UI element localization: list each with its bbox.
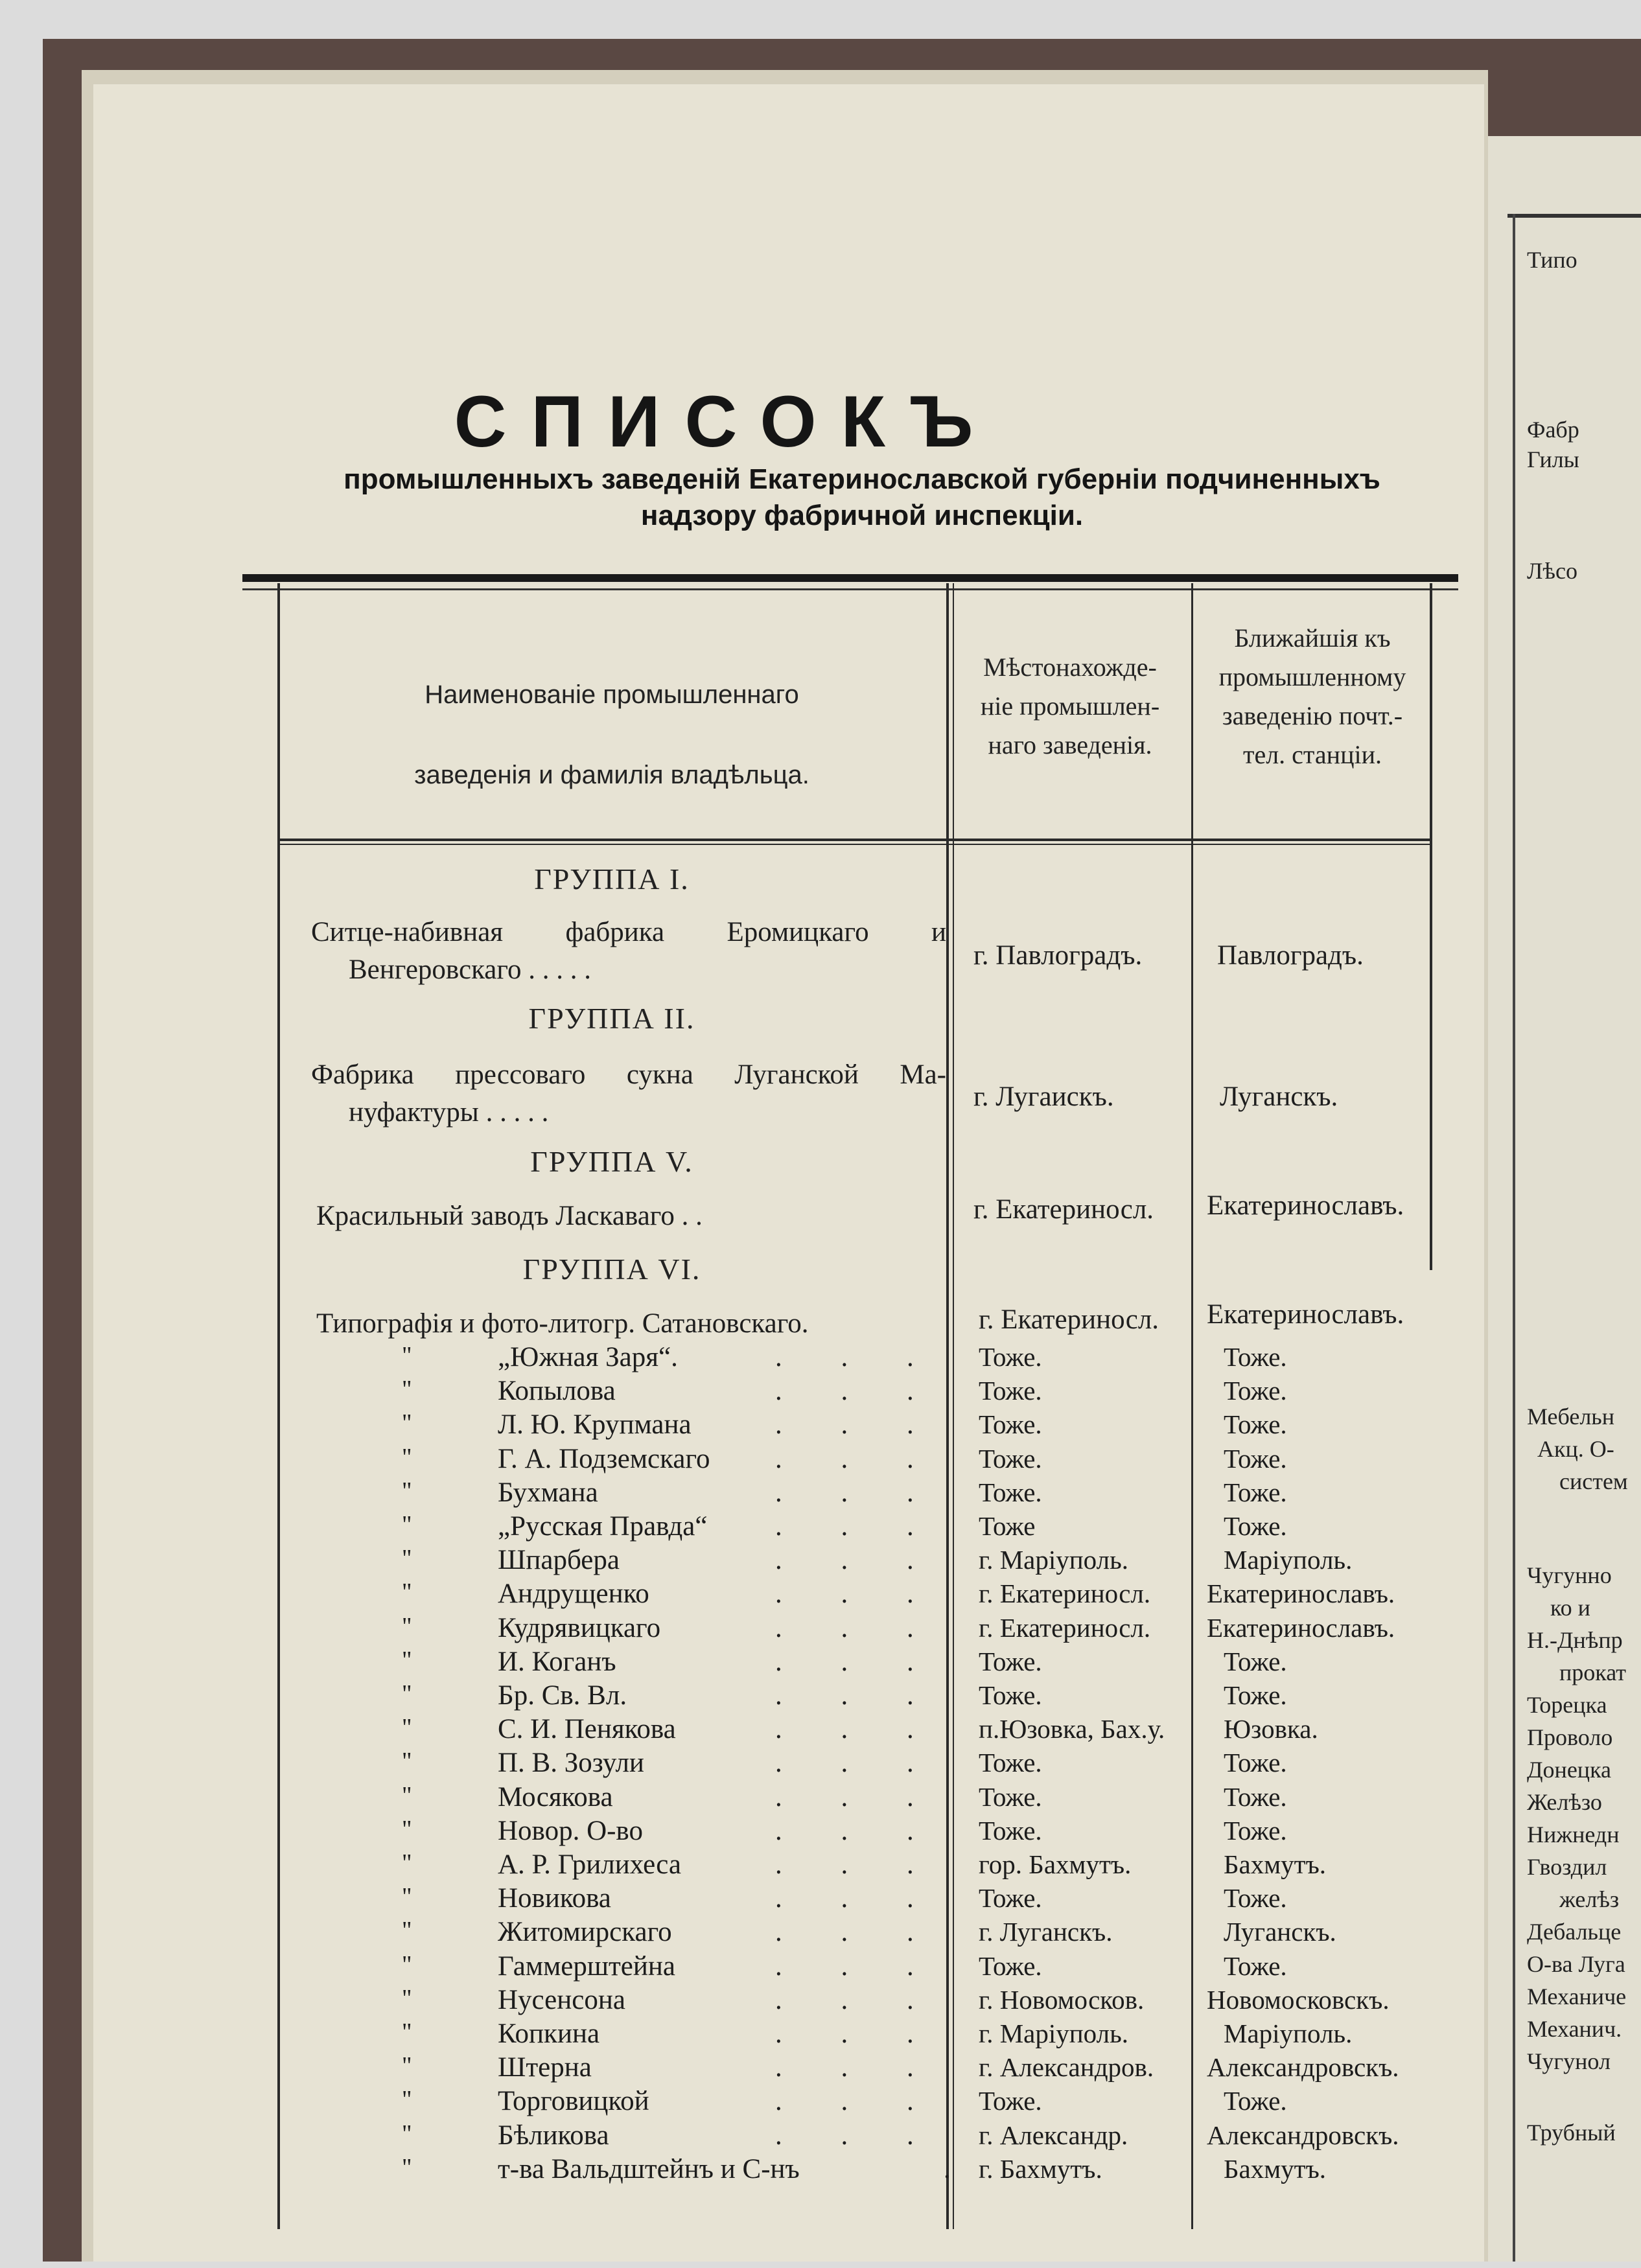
entry-location: г. Марiуполь.	[979, 1545, 1129, 1575]
header-text: нiе промышлен-	[980, 691, 1160, 721]
right-page-text: О-ва Луга	[1527, 1951, 1625, 1977]
entry-owner: Торговицкой	[498, 2086, 649, 2117]
right-page-text: систем	[1559, 1468, 1628, 1494]
entry-location: п.Юзовка, Бах.у.	[979, 1714, 1165, 1744]
right-page-text: Чугунно	[1527, 1562, 1612, 1588]
leader-dots: . . .	[775, 1511, 940, 1542]
table-row	[0, 1849, 1641, 1882]
entry-owner: Новор. О-во	[498, 1815, 643, 1846]
entry-owner: Бр. Св. Вл.	[498, 1680, 627, 1711]
right-page-text: Гилы	[1527, 446, 1579, 472]
entry-owner: „Русская Правда“	[498, 1511, 708, 1542]
entry-location: г. Екатериносл.	[979, 1612, 1151, 1643]
table-row	[0, 1680, 1641, 1713]
ditto-mark: "	[402, 1917, 412, 1945]
document-subtitle	[279, 461, 1445, 534]
entry-location: Тоже.	[979, 1646, 1042, 1676]
entry-location: г. Александр.	[979, 2120, 1128, 2150]
group-heading: ГРУППА I.	[534, 862, 690, 896]
entry-post-station: Луганскъ.	[1224, 1917, 1336, 1947]
entry-location: Тоже.	[979, 1342, 1042, 1372]
entry-location: г. Марiуполь.	[979, 2019, 1129, 2048]
entry-post-station: Тоже.	[1224, 2086, 1287, 2116]
header-text: Наименованiе промышленнаго	[425, 680, 799, 709]
entry-owner: Андрущенко	[498, 1579, 649, 1610]
entry-location: г. Екатериносл.	[979, 1579, 1151, 1609]
table-row	[0, 1341, 1641, 1375]
entry-owner: П. В. Зозули	[498, 1748, 644, 1779]
group-heading: ГРУППА II.	[528, 1002, 695, 1035]
entry-owner: Бухмана	[498, 1477, 598, 1508]
entry-location: г. Екатериносл.	[973, 1194, 1154, 1225]
right-page-text: Гвоздил	[1527, 1854, 1607, 1880]
ditto-mark: "	[402, 1950, 412, 1978]
entry-location: Тоже.	[979, 1680, 1042, 1710]
ditto-mark: "	[402, 1409, 412, 1437]
entry-line: Фабрика прессоваго сукна Луганской Ма-	[311, 1059, 946, 1090]
entry-location: г. Екатериносл.	[979, 1304, 1159, 1335]
header-text: Мѣстонахожде-	[983, 653, 1157, 682]
ditto-mark: "	[402, 1680, 412, 1707]
entry-location: Тоже.	[979, 1443, 1042, 1474]
entry-location: г. Александров.	[979, 2052, 1154, 2083]
entry-location: Тоже.	[979, 1477, 1042, 1507]
entry-line: нуфактуры . . . . .	[349, 1097, 549, 1128]
ditto-mark: "	[402, 1984, 412, 2012]
header-text: наго заведенiя.	[988, 730, 1152, 759]
table-row	[0, 1882, 1641, 1916]
entry-owner: Копкина	[498, 2019, 600, 2049]
leader-dots: . . .	[775, 1950, 940, 1982]
header-text: Ближайшiя къ	[1234, 623, 1391, 653]
entry-location: г. Луганскъ.	[979, 1917, 1113, 1947]
leader-dots: . . .	[775, 1579, 940, 1610]
right-page-text: Механиче	[1527, 1984, 1627, 2009]
table-row	[0, 1916, 1641, 1950]
leader-dots: . . .	[775, 1680, 940, 1711]
leader-dots: . . .	[775, 2120, 940, 2151]
entry-post-station: Юзовка.	[1224, 1714, 1318, 1744]
entry-post-station: Бахмутъ.	[1224, 2153, 1327, 2184]
ditto-mark: "	[402, 1748, 412, 1776]
entry-location: г. Павлоградъ.	[973, 940, 1143, 971]
entry-post-station: Тоже.	[1224, 1443, 1287, 1474]
entry-location: Тоже.	[979, 1748, 1042, 1778]
header-text: заведенiя и фамилiя владѣльца.	[414, 761, 809, 789]
entry-line: Венгеровскаго . . . . .	[349, 955, 591, 985]
entry-owner: Г. А. Подземскаго	[498, 1443, 710, 1474]
entry-owner: Шпарбера	[498, 1545, 620, 1576]
leader-dots: . . .	[775, 1984, 940, 2015]
leader-dots: .	[944, 2153, 977, 2184]
leader-dots: . . .	[775, 2086, 940, 2117]
right-page-text: Механич.	[1527, 2016, 1622, 2042]
table-row	[0, 1443, 1641, 1477]
subtitle-line: промышленныхъ заведенiй Екатеринославской губернiи подчиненныхъ	[343, 463, 1380, 495]
title-rule	[242, 574, 1458, 582]
ditto-mark: "	[402, 1781, 412, 1809]
entry-location: г. Лугаискъ.	[973, 1082, 1114, 1112]
header-rule	[277, 839, 1432, 841]
table-row	[0, 2153, 1641, 2187]
entry-owner: Бѣликова	[498, 2120, 609, 2151]
entry-post-station: Екатеринославъ.	[1207, 1190, 1404, 1221]
header-text: заведенiю почт.-	[1222, 701, 1403, 730]
leader-dots: . . .	[775, 1883, 940, 1914]
ditto-mark: "	[402, 1376, 412, 1404]
entry-name	[311, 914, 946, 989]
right-page-text: Проволо	[1527, 1724, 1613, 1750]
entry-name: Красильный заводъ Ласкаваго . .	[316, 1201, 703, 1231]
ditto-mark: "	[402, 2019, 412, 2046]
entry-owner: С. И. Пенякова	[498, 1714, 676, 1745]
entry-post-station: Тоже.	[1224, 1748, 1287, 1778]
leader-dots: . . .	[775, 1748, 940, 1779]
right-page-rule	[1507, 214, 1641, 218]
entry-owner: Мосякова	[498, 1781, 613, 1812]
entry-owner: А. Р. Грилихеса	[498, 1849, 682, 1880]
ditto-mark: "	[402, 1815, 412, 1843]
leader-dots: . . .	[775, 2019, 940, 2049]
entry-location: г. Новомосков.	[979, 1984, 1145, 2015]
header-location-column	[950, 648, 1190, 765]
entry-post-station: Александровскъ.	[1207, 2052, 1399, 2083]
leader-dots: . . .	[775, 1612, 940, 1643]
entry-owner: Новикова	[498, 1883, 611, 1914]
table-row	[0, 2018, 1641, 2052]
entry-name	[311, 1056, 946, 1131]
table-row	[0, 1646, 1641, 1680]
right-page-text: Акц. О-	[1537, 1436, 1614, 1462]
leader-dots: . . .	[775, 1545, 940, 1576]
entry-post-station: Екатеринославъ.	[1207, 1579, 1395, 1609]
ditto-mark: "	[402, 1443, 412, 1471]
right-page-text: Трубный	[1527, 2120, 1616, 2146]
table-row	[0, 1781, 1641, 1815]
leader-dots: . . .	[775, 1849, 940, 1880]
entry-owner: Штерна	[498, 2052, 592, 2083]
ditto-mark: "	[402, 1579, 412, 1606]
ditto-mark: "	[402, 2086, 412, 2114]
entry-location: Тоже	[979, 1511, 1036, 1541]
entry-post-station: Тоже.	[1224, 1511, 1287, 1541]
entry-owner: И. Коганъ	[498, 1646, 616, 1677]
leader-dots: . . .	[775, 1477, 940, 1508]
header-text: промышленному	[1218, 662, 1406, 691]
right-page-text: Фабр	[1527, 417, 1579, 443]
table-row	[0, 1713, 1641, 1747]
right-page-text: Чугунол	[1527, 2048, 1611, 2074]
right-page-text: Донецка	[1527, 1757, 1611, 1783]
right-page-text: Дебальце	[1527, 1919, 1622, 1945]
leader-dots: . . .	[775, 1781, 940, 1812]
entry-post-station: Бахмутъ.	[1224, 1849, 1327, 1879]
leader-dots: . . .	[775, 1443, 940, 1474]
ditto-mark: "	[402, 1511, 412, 1538]
right-page-text: Типо	[1527, 247, 1577, 273]
ditto-mark: "	[402, 1849, 412, 1877]
entry-post-station: Марiуполь.	[1224, 1545, 1353, 1575]
entry-post-station: Тоже.	[1224, 1376, 1287, 1406]
table-row	[0, 1477, 1641, 1510]
entry-owner: Кудрявицкаго	[498, 1612, 661, 1643]
entry-owner: Нусенсона	[498, 1984, 625, 2015]
leader-dots: . . .	[775, 1646, 940, 1677]
entry-location: Тоже.	[979, 1950, 1042, 1981]
entry-owner: Гаммерштейна	[498, 1950, 675, 1982]
entry-post-station: Тоже.	[1224, 1950, 1287, 1981]
entry-post-station: Тоже.	[1224, 1883, 1287, 1914]
table-row	[0, 1409, 1641, 1442]
entry-post-station: Тоже.	[1224, 1477, 1287, 1507]
entry-location: Тоже.	[979, 1781, 1042, 1812]
entry-post-station: Тоже.	[1224, 1781, 1287, 1812]
entry-owner: Копылова	[498, 1376, 616, 1407]
entry-name: Типографiя и фото-литогр. Сатановскаго.	[316, 1308, 809, 1339]
entry-location: Тоже.	[979, 1815, 1042, 1846]
ditto-mark: "	[402, 1714, 412, 1742]
table-row	[0, 1612, 1641, 1646]
right-page-text: прокат	[1559, 1660, 1626, 1685]
entry-location: Тоже.	[979, 2086, 1042, 2116]
leader-dots: . . .	[775, 1342, 940, 1372]
right-page-text: Торецка	[1527, 1692, 1607, 1718]
leader-dots: . . .	[775, 1714, 940, 1745]
right-page-text: Лѣсо	[1527, 558, 1577, 584]
ditto-mark: "	[402, 1883, 412, 1911]
leader-dots: . . .	[775, 1409, 940, 1441]
leader-dots: . . .	[775, 1917, 940, 1948]
leader-dots: . . .	[775, 2052, 940, 2083]
ditto-mark: "	[402, 1612, 412, 1640]
entry-post-station: Александровскъ.	[1207, 2120, 1399, 2150]
group-heading: ГРУППА VI.	[522, 1253, 701, 1286]
ditto-mark: "	[402, 2052, 412, 2080]
entry-post-station: Новомосковскъ.	[1207, 1984, 1390, 2015]
leader-dots: . . .	[775, 1376, 940, 1407]
right-page-text: Мебельн	[1527, 1404, 1614, 1429]
ditto-mark: "	[402, 1477, 412, 1505]
entry-post-station: Екатеринославъ.	[1207, 1299, 1404, 1330]
header-name-column	[277, 654, 946, 815]
right-page-text: желѣз	[1559, 1886, 1620, 1912]
entry-location: Тоже.	[979, 1883, 1042, 1914]
entry-location: Тоже.	[979, 1376, 1042, 1406]
header-post-column	[1193, 619, 1432, 774]
entry-post-station: Тоже.	[1224, 1646, 1287, 1676]
table-row	[0, 1984, 1641, 2018]
group-heading: ГРУППА V.	[530, 1145, 693, 1178]
table-row	[0, 1375, 1641, 1409]
table-row	[0, 1578, 1641, 1612]
leader-dots: . . .	[775, 1815, 940, 1846]
entry-post-station: Марiуполь.	[1224, 2019, 1353, 2048]
entry-post-station: Тоже.	[1224, 1680, 1287, 1710]
right-page-text: Нижнедн	[1527, 1822, 1620, 1847]
ditto-mark: "	[402, 2120, 412, 2147]
ditto-mark: "	[402, 2153, 412, 2181]
ditto-mark: "	[402, 1646, 412, 1674]
entry-owner: Л. Ю. Крупмана	[498, 1409, 692, 1441]
right-page-text: Желѣзо	[1527, 1789, 1602, 1815]
entry-owner: „Южная Заря“.	[498, 1342, 678, 1372]
table-row	[0, 1544, 1641, 1578]
subtitle-line: надзору фабричной инспекцiи.	[640, 500, 1084, 531]
table-row	[0, 2052, 1641, 2085]
ditto-mark: "	[402, 1545, 412, 1573]
header-text: тел. станцiи.	[1242, 740, 1382, 769]
ditto-mark: "	[402, 1342, 412, 1369]
entry-line: Ситце-набивная фабрика Еромицкаго и	[311, 917, 946, 947]
table-row	[0, 2120, 1641, 2153]
entry-post-station: Тоже.	[1224, 1342, 1287, 1372]
title-rule-thin	[242, 588, 1458, 590]
entry-post-station: Тоже.	[1224, 1815, 1287, 1846]
table-row	[0, 1950, 1641, 1984]
entry-location: г. Бахмутъ.	[979, 2153, 1102, 2184]
table-row	[0, 1747, 1641, 1781]
entry-owner: Житомирскаго	[498, 1917, 672, 1948]
table-row	[0, 1815, 1641, 1849]
entry-post-station: Тоже.	[1224, 1409, 1287, 1440]
table-row	[0, 2085, 1641, 2119]
right-page-text: ко и	[1550, 1595, 1590, 1621]
entry-post-station: Луганскъ.	[1220, 1082, 1338, 1112]
entry-owner: т-ва Вальдштейнъ и С-нъ	[498, 2153, 800, 2184]
entry-post-station: Павлоградъ.	[1217, 940, 1364, 971]
entry-location: Тоже.	[979, 1409, 1042, 1440]
entry-post-station: Екатеринославъ.	[1207, 1612, 1395, 1643]
entry-location: гор. Бахмутъ.	[979, 1849, 1132, 1879]
table-row	[0, 1510, 1641, 1544]
document-title: СПИСОКЪ	[454, 381, 998, 462]
right-page-text: Н.-Днѣпр	[1527, 1627, 1623, 1653]
header-rule-thin	[277, 844, 1432, 845]
